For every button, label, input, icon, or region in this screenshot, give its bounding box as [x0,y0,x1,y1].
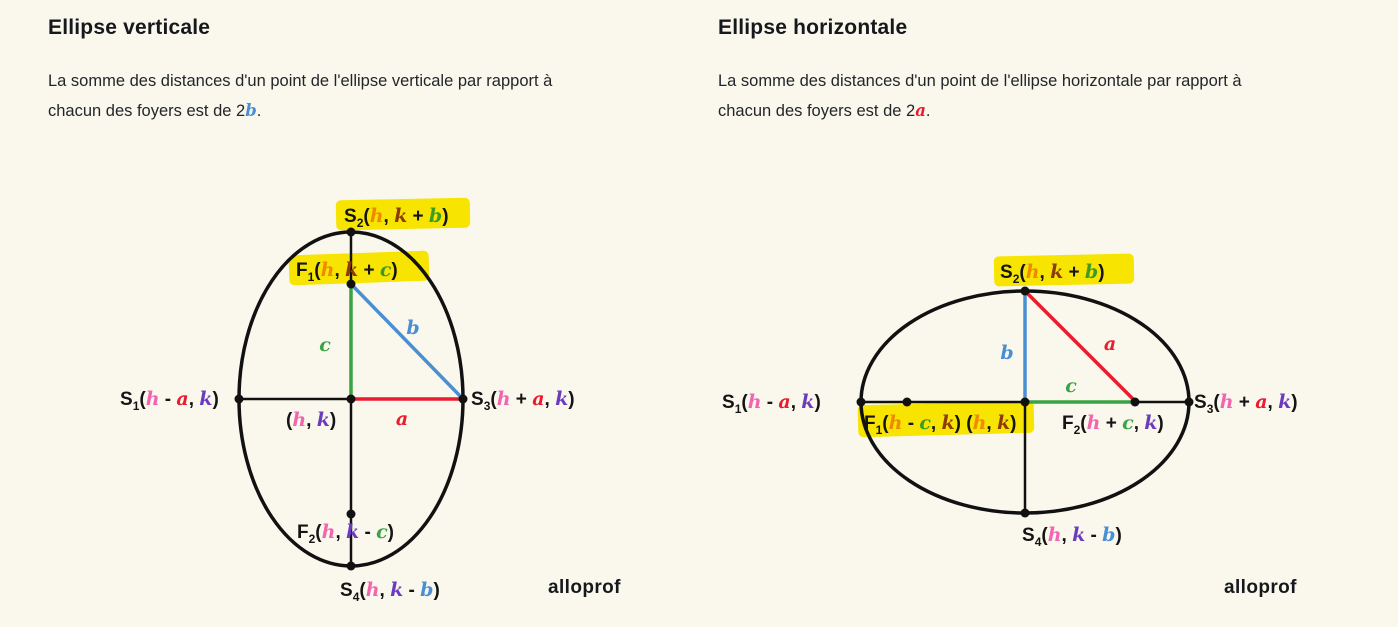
label-a: a [395,408,409,430]
intro-var-b: b [245,101,257,120]
left-panel-title: Ellipse verticale [48,16,211,39]
focus-dot-f1 [903,398,912,407]
label-s1: $S_1(h$ - a, k) [722,391,821,416]
label-b: b [1000,342,1014,364]
intro-var-a: a [915,101,926,120]
vertex-dot-s3 [459,395,468,404]
label-f2: $F_2(h$, k - c) [297,521,394,546]
intro-line2: chacun des foyers est de 2 [48,102,246,120]
label-c: c [319,334,331,356]
label-f1: $F_1(h$, k + c) [296,259,398,284]
focus-dot-f2 [1131,398,1140,407]
label-s2: $S_2(h$, k + b) [344,205,449,230]
vertex-dot-s4 [347,562,356,571]
intro-period: . [925,102,931,120]
label-f2: $F_2(h + c$, k) [1062,412,1164,437]
horizontal-ellipse-figure [722,254,1298,549]
label-s1: $S_1(h$ - a, k) [120,388,219,413]
vertex-dot-s2 [1021,287,1030,296]
label-b: b [406,317,420,339]
intro-line2: chacun des foyers est de 2 [718,102,916,120]
label-s3: $S_3(h + a$, k) [1194,391,1298,416]
segment-a [1025,291,1135,401]
intro-line1: La somme des distances d'un point de l'ellipse verticale par rapport à [48,72,553,90]
vertical-ellipse-figure [120,198,575,604]
label-s3: $S_3(h + a$, k) [471,388,575,413]
intro-line1: La somme des distances d'un point de l'ellipse horizontale par rapport à [718,72,1242,90]
label-s4: $S_4(h$, k - b) [340,579,440,604]
vertex-dot-s1 [235,395,244,404]
vertex-dot-s1 [857,398,866,407]
vertex-dot-s2 [347,228,356,237]
label-c: c [1065,375,1077,397]
right-panel-title: Ellipse horizontale [718,16,908,39]
segment-b [351,284,463,399]
label-center: (h, k) [286,409,337,431]
alloprof-logo: alloprof [1224,577,1297,598]
label-s2: $S_2(h$, k + b) [1000,261,1105,286]
intro-period: . [256,102,262,120]
vertex-dot-s4 [1021,509,1030,518]
focus-dot-f2 [347,510,356,519]
vertex-dot-s3 [1185,398,1194,407]
alloprof-logo: alloprof [548,577,621,598]
center-dot [347,395,356,404]
center-dot [1021,398,1030,407]
label-s4: $S_4(h$, k - b) [1022,524,1122,549]
label-f1-center: $F_1(h$ - c, k) (h, k) [864,412,1017,437]
label-a: a [1103,333,1117,355]
